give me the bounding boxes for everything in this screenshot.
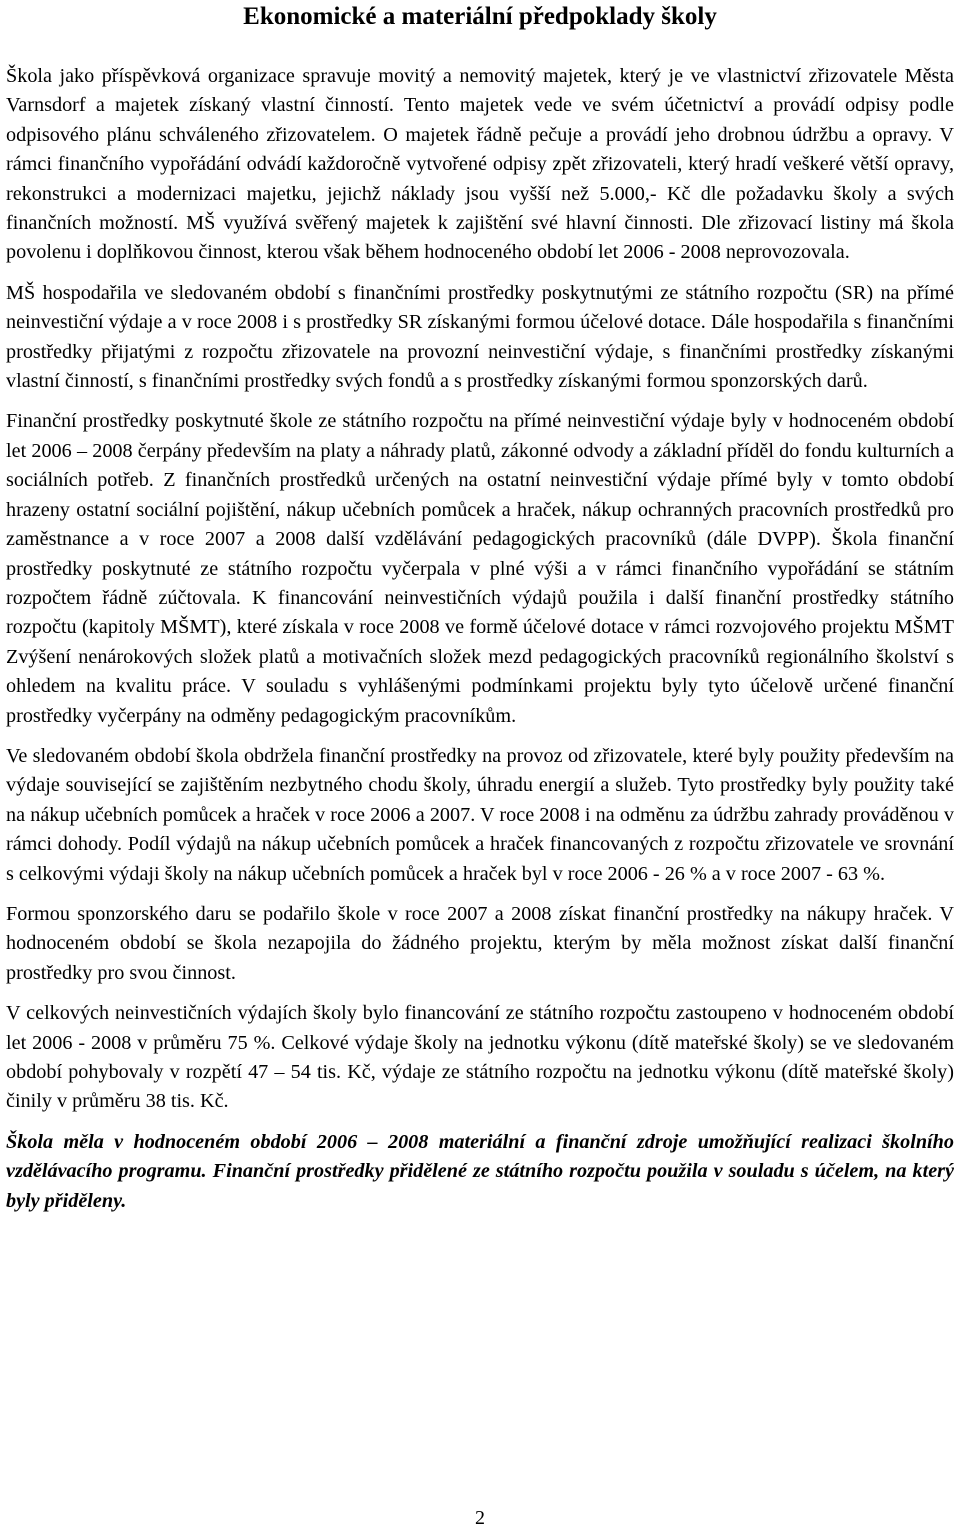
page-title: Ekonomické a materiální předpoklady školy: [243, 3, 717, 30]
paragraph-property-management: Škola jako příspěvková organizace spravuje movitý a nemovitý majetek, který je ve vlastnictví zřizovatele Města Varnsdorf a majetek získaný vlastní činností. Tento majetek vede ve svém účetnictví a provádí odpisy podle odpisového plánu schváleného zřizovatelem. O majetek řádně pečuje a provádí jeho drobnou údržbu a opravy. V rámci finančního vypořádání odvádí každoročně vytvořené odpisy zpět zřizovateli, který hradí veškeré větší opravy, rekonstrukci a modernizaci majetku, jejichž náklady jsou vyšší než 5.000,- Kč dle požadavku školy a svých finančních možností. MŠ využívá svěřený majetek k zajištění své hlavní činnosti. Dle zřizovací listiny má škola povolenu i doplňkovou činnost, kterou však během hodnoceného období let 2006 - 2008 neprovozovala.: [6, 65, 954, 264]
paragraph-founder-funding: Ve sledovaném období škola obdržela finanční prostředky na provoz od zřizovatele, které byly použity především na výdaje související se zajištěním nezbytného chodu školy, úhradu energií a služeb. Tyto prostředky byly použity také na nákup učebních pomůcek a hraček v roce 2006 a 2007. V roce 2008 i na odměnu za údržbu zahrady prováděnou v rámci dohody. Podíl výdajů na nákup učebních pomůcek a hraček financovaných z rozpočtu zřizovatele ve srovnání s celkovými výdaji školy na nákup učebních pomůcek a hraček byl v roce 2006 - 26 % a v roce 2007 - 63 %.: [6, 744, 954, 885]
document-page: [6, 0, 954, 1227]
paragraph-state-budget-spending: Finanční prostředky poskytnuté škole ze státního rozpočtu na přímé neinvestiční výdaje byly v hodnoceném období let 2006 – 2008 čerpány především na platy a náhrady platů, zákonné odvody a základní příděl do fondu kulturních a sociálních potřeb. Z finančních prostředků určených na ostatní neinvestiční výdaje přímé byly v tomto období hrazeny ostatní sociální pojištění, nákup učebních pomůcek a hraček, nákup ochranných pracovních prostředků pro zaměstnance a v roce 2007 a 2008 další vzdělávání pedagogických pracovníků (dále DVPP). Škola finanční prostředky poskytnuté ze státního rozpočtu vyčerpala v plné výši a v rámci finančního vypořádání se státním rozpočtem řádně zúčtovala. K financování neinvestičních výdajů použila i další finanční prostředky státního rozpočtu (kapitoly MŠMT), které získala v roce 2008 ve formě účelové dotace v rámci rozvojového projektu MŠMT Zvýšení nenárokových složek platů a motivačních složek mezd pedagogických pracovníků regionálního školství s ohledem na kvalitu práce. V souladu s vyhlášenými podmínkami projektu byly tyto účelově určené finanční prostředky vyčerpány na odměny pedagogickým pracovníkům.: [6, 410, 954, 727]
page-number: 2: [475, 1507, 485, 1529]
paragraph-funding-sources: MŠ hospodařila ve sledovaném období s finančními prostředky poskytnutými ze státního rozpočtu (SR) na přímé neinvestiční výdaje a v roce 2008 i s prostředky SR získanými formou účelové dotace. Dále hospodařila s finančními prostředky přijatými z rozpočtu zřizovatele na provozní neinvestiční výdaje, s finančními prostředky získanými vlastní činností, s finančními prostředky svých fondů a s prostředky získanými formou sponzorských darů.: [6, 281, 954, 393]
closing-statement: Škola měla v hodnoceném období 2006 – 2008 materiální a finanční zdroje umožňující realizaci školního vzdělávacího programu. Finanční prostředky přidělené ze státního rozpočtu použila v souladu s účelem, na který byly přiděleny.: [6, 1130, 954, 1212]
paragraph-expenditure-summary: V celkových neinvestičních výdajích školy bylo financování ze státního rozpočtu zastoupeno v hodnoceném období let 2006 - 2008 v průměru 75 %. Celkové výdaje školy na jednotku výkonu (dítě mateřské školy) se ve sledovaném období pohybovaly v rozpětí 47 – 54 tis. Kč, výdaje ze státního rozpočtu na jednotku výkonu (dítě mateřské školy) činily v průměru 38 tis. Kč.: [6, 1002, 954, 1113]
paragraph-sponsorship: Formou sponzorského daru se podařilo škole v roce 2007 a 2008 získat finanční prostředky na nákupy hraček. V hodnoceném období se škola nezapojila do žádného projektu, kterým by měla možnost získat další finanční prostředky pro svou činnost.: [6, 902, 954, 984]
